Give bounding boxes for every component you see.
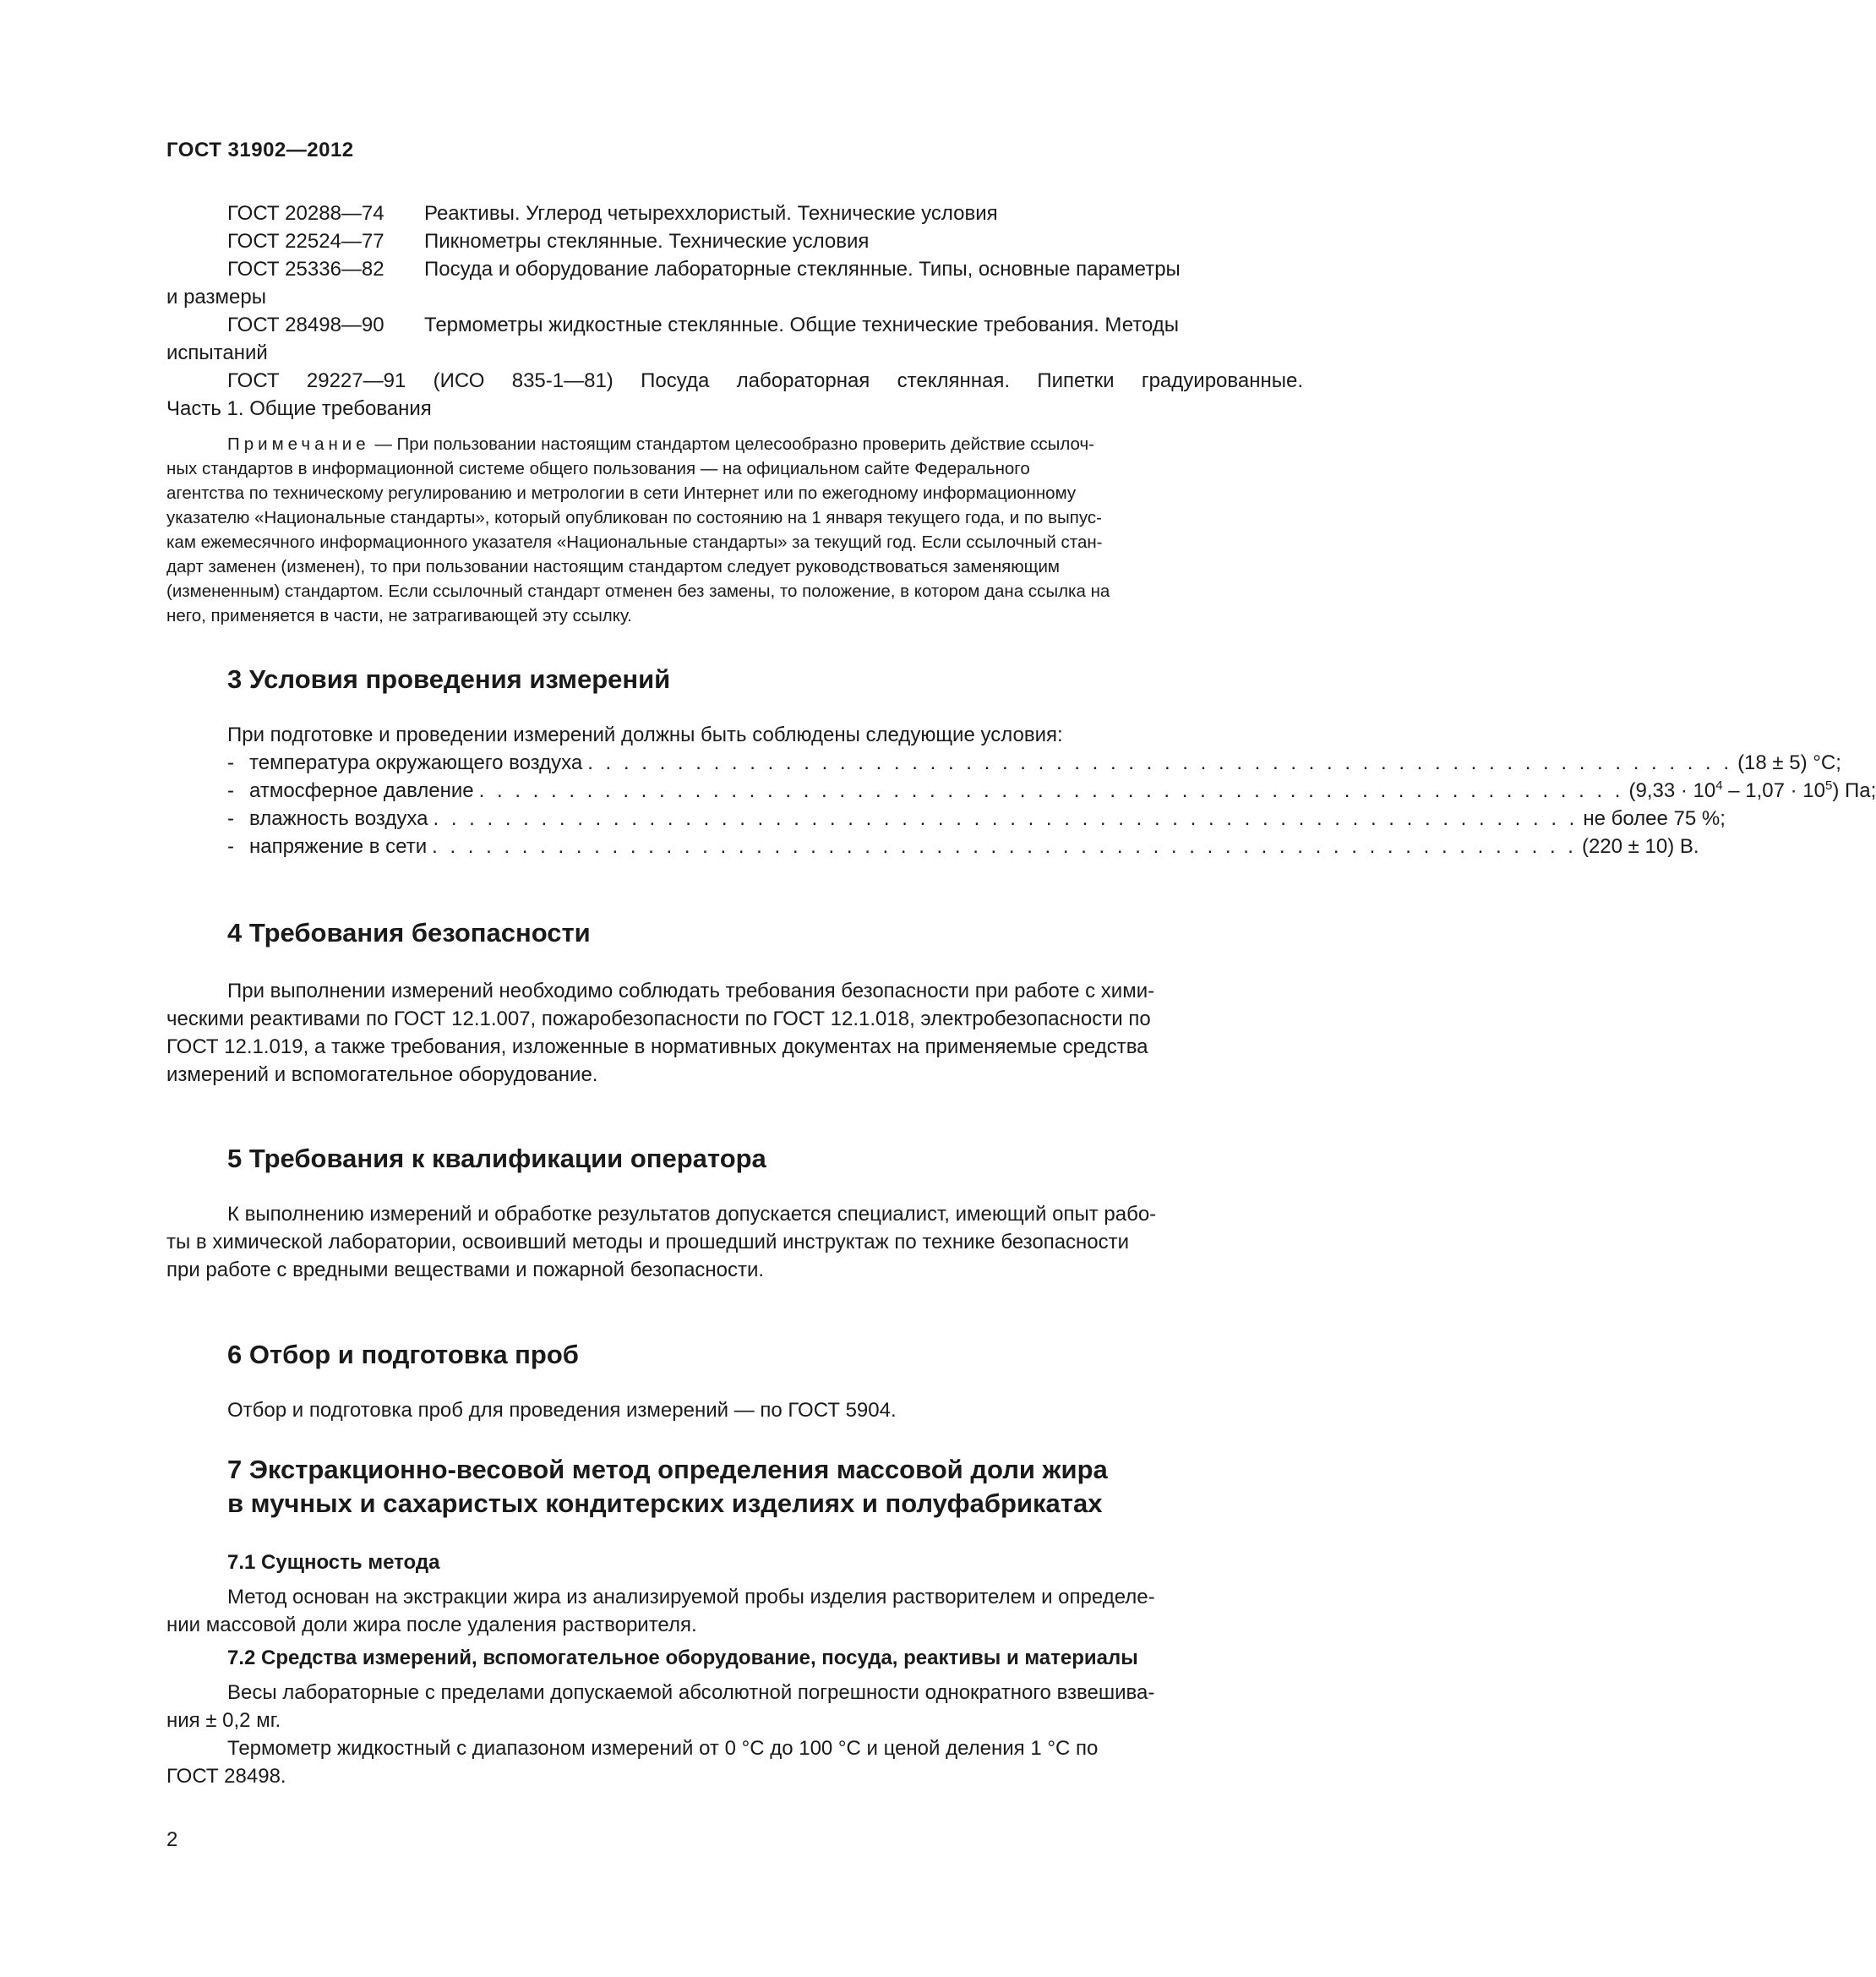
section-3-intro: При подготовке и проведении измерений должны быть соблюдены следующие условия: (227, 724, 1063, 746)
reference-line: ГОСТ 28498—90 Термометры жидкостные стеклянные. Общие технические требования. Методы (227, 314, 1180, 336)
note-line: (измененным) стандартом. Если ссылочный стандарт отменен без замены, то положение, в котором дана ссылка на (166, 582, 1110, 601)
note-line: агентства по техническому регулированию и метрологии в сети Интернет или по ежегодному информационному (166, 483, 1077, 503)
paragraph-line: ГОСТ 12.1.019, а также требования, изложенные в нормативных документах на применяемые средства (166, 1035, 1148, 1058)
reference-line: ГОСТ 22524—77 Пикнометры стеклянные. Технические условия (227, 230, 870, 253)
paragraph-line: ния ± 0,2 мг. (166, 1709, 281, 1732)
reference-continuation: и размеры (166, 286, 266, 309)
paragraph-line: ГОСТ 28498. (166, 1765, 286, 1788)
note-line: дарт заменен (изменен), то при пользовании настоящим стандартом следует руководствоваться заменяющим (166, 557, 1061, 576)
paragraph-line: при работе с вредными веществами и пожарной безопасности. (166, 1259, 765, 1281)
condition-row: - напряжение в сети . . . . . . . . . . . . . . . . . . . . . . . . . . . . . . . . . . . . . . . . . . . . . . . . . . . . . . . . . . . . . . . . (220 ± 10) В. (227, 835, 1699, 858)
condition-row: - атмосферное давление . . . . . . . . . . . . . . . . . . . . . . . . . . . . . . . . . . . . . . . . . . . . . . . . . . . . . . . . . . . . . . . . $(9,33 \cdot 10^4 - 1,07 \cdot 10^5)$ Па; (227, 778, 1876, 802)
section-5-title: 5 Требования к квалификации оператора (227, 1144, 766, 1173)
subsection-7-2-title: 7.2 Средства измерений, вспомогательное оборудование, посуда, реактивы и материалы (227, 1647, 1138, 1669)
paragraph-line: ты в химической лаборатории, освоивший методы и прошедший инструктаж по технике безопасности (166, 1231, 1130, 1253)
paragraph-line: При выполнении измерений необходимо соблюдать требования безопасности при работе с хими- (227, 980, 1155, 1002)
page-number: 2 (166, 1828, 178, 1851)
paragraph-line: Термометр жидкостный с диапазоном измерений от 0 °С до 100 °С и ценой деления 1 °С по (227, 1737, 1099, 1760)
reference-line: ГОСТ 20288—74 Реактивы. Углерод четыреххлористый. Технические условия (227, 202, 998, 225)
paragraph-line: Весы лабораторные с пределами допускаемой абсолютной погрешности однократного взвешива- (227, 1681, 1155, 1704)
condition-row: - температура окружающего воздуха . . . . . . . . . . . . . . . . . . . . . . . . . . . . . . . . . . . . . . . . . . . . . . . . . . . . . . . . . . . . . . . . (18 ± 5) °С; (227, 751, 1841, 774)
reference-continuation: Часть 1. Общие требования (166, 397, 432, 420)
paragraph-line: Отбор и подготовка проб для проведения измерений — по ГОСТ 5904. (227, 1399, 897, 1422)
paragraph-line: К выполнению измерений и обработке результатов допускается специалист, имеющий опыт рабо- (227, 1203, 1157, 1226)
paragraph-line: нии массовой доли жира после удаления растворителя. (166, 1614, 697, 1636)
subsection-7-1-title: 7.1 Сущность метода (227, 1551, 440, 1574)
note-line: кам ежемесячного информационного указателя «Национальные стандарты» за текущий год. Если ссылочный стан- (166, 532, 1103, 552)
section-7-title-line-2: в мучных и сахаристых кондитерских изделиях и полуфабрикатах (227, 1488, 1103, 1518)
reference-line: ГОСТ 25336—82 Посуда и оборудование лабораторные стеклянные. Типы, основные параметры (227, 258, 1181, 281)
standard-code: ГОСТ 31902—2012 (166, 139, 354, 161)
section-3-title: 3 Условия проведения измерений (227, 664, 671, 694)
section-6-title: 6 Отбор и подготовка проб (227, 1340, 579, 1369)
note-label: Примечание (227, 434, 370, 454)
note-line: него, применяется в части, не затрагивающей эту ссылку. (166, 606, 632, 625)
reference-continuation: испытаний (166, 341, 268, 364)
section-4-title: 4 Требования безопасности (227, 918, 591, 948)
note-line: Примечание — При пользовании настоящим стандартом целесообразно проверить действие ссылоч- (227, 434, 1094, 454)
paragraph-line: измерений и вспомогательное оборудование. (166, 1063, 598, 1086)
note-line: ных стандартов в информационной системе общего пользования — на официальном сайте Федерального (166, 459, 1030, 478)
paragraph-line: ческими реактивами по ГОСТ 12.1.007, пожаробезопасности по ГОСТ 12.1.018, электробезопасности по (166, 1008, 1151, 1030)
note-line: указателю «Национальные стандарты», который опубликован по состоянию на 1 января текущего года, и по выпус- (166, 508, 1102, 527)
section-7-title-line-1: 7 Экстракционно-весовой метод определения массовой доли жира (227, 1455, 1108, 1484)
condition-row: - влажность воздуха . . . . . . . . . . . . . . . . . . . . . . . . . . . . . . . . . . . . . . . . . . . . . . . . . . . . . . . . . . . . . . . . не более 75 %; (227, 807, 1726, 830)
paragraph-line: Метод основан на экстракции жира из анализируемой пробы изделия растворителем и определе- (227, 1586, 1155, 1608)
reference-line: ГОСТ 29227—91 (ИСО 835-1—81) Посуда лабораторная стеклянная. Пипетки градуированные. (227, 369, 1303, 392)
